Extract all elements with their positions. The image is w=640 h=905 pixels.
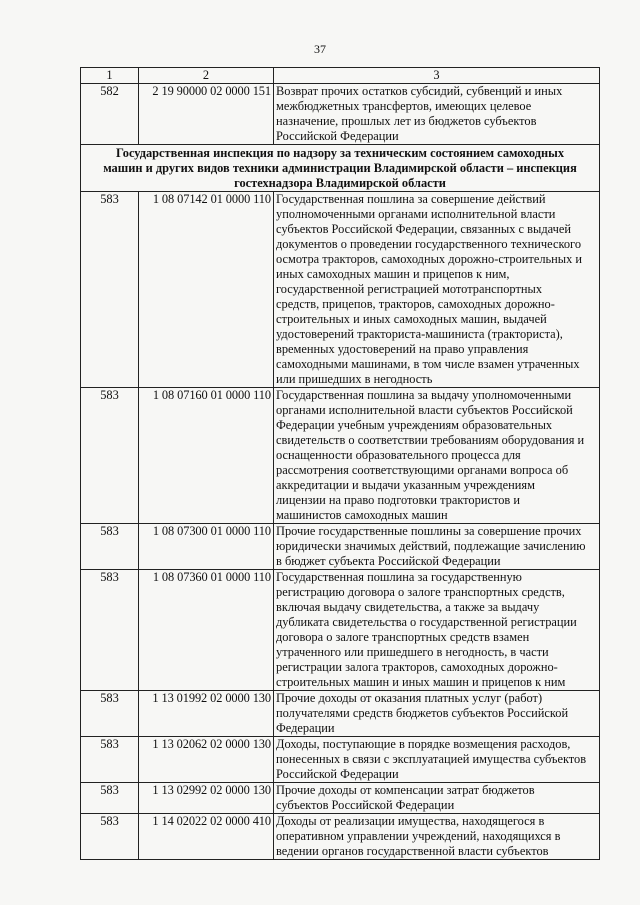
table-body xyxy=(81,68,600,860)
row-number: 583 xyxy=(81,524,139,570)
budget-classification-code: 1 08 07142 01 0000 110 xyxy=(139,192,274,388)
description-line: уполномоченными органами исполнительной власти xyxy=(276,207,556,221)
description-line: оперативном управлении учреждений, находящихся в xyxy=(276,829,561,843)
description-line: временных удостоверений на право управления xyxy=(276,342,529,356)
description-line: Федерации учебным учреждениям образовательных xyxy=(276,418,553,432)
table-row xyxy=(81,192,600,388)
description-line: строительных машин и иных машин и прицепов к ним xyxy=(276,675,566,689)
description-line: Доходы от реализации имущества, находящегося в xyxy=(276,814,545,828)
description-line: машинистов самоходных машин xyxy=(276,508,448,522)
page-number: 37 xyxy=(314,42,326,56)
budget-classification-code: 2 19 90000 02 0000 151 xyxy=(139,84,274,145)
table-row xyxy=(81,570,600,691)
section-heading-line: машин и других видов техники администрации Владимирской области – инспекция xyxy=(103,161,577,175)
revenue-description xyxy=(274,783,600,814)
description-line: включая выдачу свидетельства, а также за выдачу xyxy=(276,600,540,614)
revenue-description xyxy=(274,814,600,860)
revenue-description xyxy=(274,570,600,691)
description-line: субъектов Российской Федерации xyxy=(276,798,455,812)
description-line: Прочие доходы от компенсации затрат бюджетов xyxy=(276,783,535,797)
revenue-description xyxy=(274,84,600,145)
description-line: строительных и иных самоходных машин, выдачей xyxy=(276,312,547,326)
description-line: договора о залоге транспортных средств взамен xyxy=(276,630,530,644)
description-line: оснащенности образовательного процесса для xyxy=(276,448,521,462)
column-header-3: 3 xyxy=(274,68,600,84)
column-header-2: 2 xyxy=(139,68,274,84)
description-line: регистрацию договора о залоге транспортных средств, xyxy=(276,585,565,599)
description-line: средств, прицепов, тракторов, самоходных дорожно- xyxy=(276,297,555,311)
revenue-description xyxy=(274,737,600,783)
budget-classification-code: 1 13 02992 02 0000 130 xyxy=(139,783,274,814)
description-line: Возврат прочих остатков субсидий, субвенций и иных xyxy=(276,84,563,98)
description-line: понесенных в связи с эксплуатацией имущества субъектов xyxy=(276,752,587,766)
row-number: 583 xyxy=(81,737,139,783)
row-number: 583 xyxy=(81,814,139,860)
description-line: получателями средств бюджетов субъектов Российской xyxy=(276,706,569,720)
description-line: Прочие государственные пошлины за совершение прочих xyxy=(276,524,582,538)
description-line: юридически значимых действий, подлежащие зачислению xyxy=(276,539,586,553)
description-line: ведении органов государственной власти субъектов xyxy=(276,844,549,858)
description-line: удостоверений тракториста-машиниста (тракториста), xyxy=(276,327,563,341)
section-heading-row xyxy=(81,145,600,192)
table-row xyxy=(81,691,600,737)
description-line: межбюджетных трансфертов, имеющих целевое xyxy=(276,99,532,113)
revenue-description xyxy=(274,691,600,737)
row-number: 583 xyxy=(81,783,139,814)
table-header-row xyxy=(81,68,600,84)
table-row xyxy=(81,388,600,524)
row-number: 583 xyxy=(81,192,139,388)
description-line: назначение, прошлых лет из бюджетов субъектов xyxy=(276,114,537,128)
revenue-codes-table xyxy=(80,67,600,860)
description-line: Российской Федерации xyxy=(276,767,399,781)
description-line: свидетельств о соответствии требованиям оборудования и xyxy=(276,433,585,447)
row-number: 583 xyxy=(81,691,139,737)
budget-classification-code: 1 08 07160 01 0000 110 xyxy=(139,388,274,524)
description-line: Доходы, поступающие в порядке возмещения расходов, xyxy=(276,737,571,751)
description-line: самоходными машинами, в том числе взамен утраченных xyxy=(276,357,580,371)
column-header-1: 1 xyxy=(81,68,139,84)
revenue-description xyxy=(274,192,600,388)
description-line: аккредитации и выдачи указанным учреждениям xyxy=(276,478,535,492)
description-line: Государственная пошлина за совершение действий xyxy=(276,192,546,206)
table-row xyxy=(81,524,600,570)
budget-classification-code: 1 08 07360 01 0000 110 xyxy=(139,570,274,691)
description-line: Государственная пошлина за государственную xyxy=(276,570,522,584)
description-line: Российской Федерации xyxy=(276,129,399,143)
description-line: регистрации залога тракторов, самоходных дорожно- xyxy=(276,660,558,674)
table-row xyxy=(81,737,600,783)
description-line: иных самоходных машин и прицепов к ним, xyxy=(276,267,510,281)
row-number: 583 xyxy=(81,570,139,691)
table-row xyxy=(81,783,600,814)
description-line: или пришедших в негодность xyxy=(276,372,433,386)
description-line: в бюджет субъекта Российской Федерации xyxy=(276,554,501,568)
revenue-description xyxy=(274,524,600,570)
description-line: осмотра тракторов, самоходных дорожно-строительных и xyxy=(276,252,583,266)
budget-classification-code: 1 13 02062 02 0000 130 xyxy=(139,737,274,783)
section-heading-line: гостехнадзора Владимирской области xyxy=(234,176,446,190)
table-row xyxy=(81,814,600,860)
description-line: субъектов Российской Федерации, связанных с выдачей xyxy=(276,222,571,236)
description-line: дубликата свидетельства о государственной регистрации xyxy=(276,615,577,629)
description-line: рассмотрения соответствующими органами вопроса об xyxy=(276,463,569,477)
section-heading xyxy=(81,145,600,192)
description-line: государственной регистрацией мототранспортных xyxy=(276,282,543,296)
section-heading-line: Государственная инспекция по надзору за техническим состоянием самоходных xyxy=(115,146,565,160)
row-number: 582 xyxy=(81,84,139,145)
budget-classification-code: 1 13 01992 02 0000 130 xyxy=(139,691,274,737)
table-row xyxy=(81,84,600,145)
description-line: Федерации xyxy=(276,721,335,735)
description-line: Прочие доходы от оказания платных услуг (работ) xyxy=(276,691,543,705)
description-line: документов о проведении государственного технического xyxy=(276,237,582,251)
revenue-description xyxy=(274,388,600,524)
description-line: органами исполнительной власти субъектов Российской xyxy=(276,403,573,417)
budget-classification-code: 1 14 02022 02 0000 410 xyxy=(139,814,274,860)
description-line: лицензии на право подготовки трактористов и xyxy=(276,493,520,507)
row-number: 583 xyxy=(81,388,139,524)
budget-classification-code: 1 08 07300 01 0000 110 xyxy=(139,524,274,570)
description-line: утраченного или пришедшего в негодность, в части xyxy=(276,645,549,659)
description-line: Государственная пошлина за выдачу уполномоченными xyxy=(276,388,572,402)
